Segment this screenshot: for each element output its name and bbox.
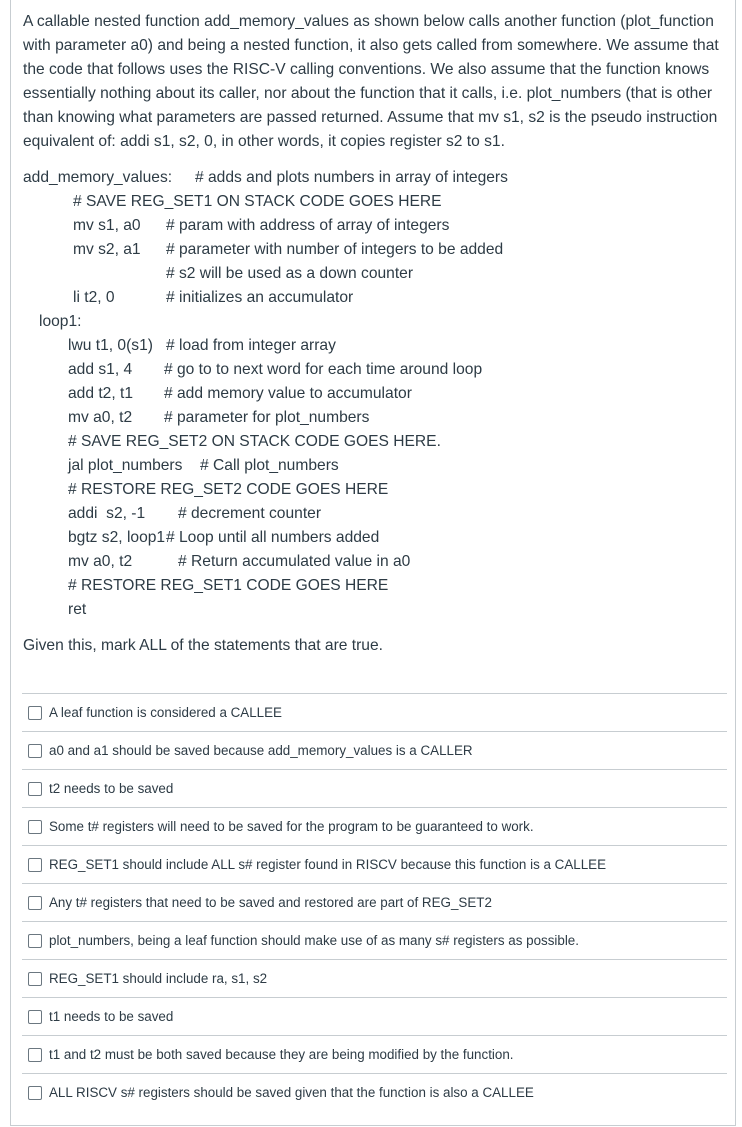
code-text: li t2, 0 bbox=[73, 289, 115, 306]
answer-option[interactable] bbox=[22, 693, 727, 731]
code-comment: # load from integer array bbox=[166, 337, 336, 354]
answer-label: Some t# registers will need to be saved for the program to be guaranteed to work. bbox=[49, 819, 534, 834]
answer-option[interactable] bbox=[22, 883, 727, 921]
checkbox[interactable] bbox=[28, 934, 42, 948]
code-text: # SAVE REG_SET1 ON STACK CODE GOES HERE bbox=[73, 193, 442, 210]
answer-label: t1 needs to be saved bbox=[49, 1009, 174, 1024]
checkbox[interactable] bbox=[28, 972, 42, 986]
code-text: add s1, 4 bbox=[68, 361, 133, 378]
code-comment: # add memory value to accumulator bbox=[164, 385, 412, 402]
answer-option[interactable] bbox=[22, 959, 727, 997]
code-comment: # param with address of array of integers bbox=[166, 217, 450, 234]
checkbox[interactable] bbox=[28, 744, 42, 758]
code-label: loop1: bbox=[39, 313, 82, 330]
answer-option[interactable] bbox=[22, 1035, 727, 1073]
answer-label: REG_SET1 should include ALL s# register found in RISCV because this function is a CALLEE bbox=[49, 857, 607, 872]
code-comment: # go to to next word for each time around loop bbox=[164, 361, 483, 378]
code-text: mv s2, a1 bbox=[73, 241, 141, 258]
answer-option[interactable] bbox=[22, 921, 727, 959]
code-comment: # s2 will be used as a down counter bbox=[166, 265, 414, 282]
code-comment: # Return accumulated value in a0 bbox=[178, 553, 411, 570]
answer-label: a0 and a1 should be saved because add_memory_values is a CALLER bbox=[49, 743, 473, 758]
checkbox[interactable] bbox=[28, 896, 42, 910]
question-intro: A callable nested function add_memory_values as shown below calls another function (plot_function with parameter a0) and being a nested function, it also gets called from somewhere. We assume that the code that follows uses the RISC-V calling conventions. We also assume that the function knows essentially nothing about its caller, nor about the function that it calls, i.e. plot_numbers (that is other than knowing what parameters are passed returned. Assume that mv s1, s2 is the pseudo instruction equivalent of: addi s1, s2, 0, in other words, it copies register s2 to s1. bbox=[23, 13, 719, 150]
code-comment: # adds and plots numbers in array of integers bbox=[195, 169, 508, 186]
code-text: # SAVE REG_SET2 ON STACK CODE GOES HERE. bbox=[68, 433, 441, 450]
code-text: bgtz s2, loop1 bbox=[68, 529, 166, 546]
code-comment: # Loop until all numbers added bbox=[166, 529, 380, 546]
answer-option[interactable] bbox=[22, 997, 727, 1035]
answer-option[interactable] bbox=[22, 731, 727, 769]
answer-label: t2 needs to be saved bbox=[49, 781, 174, 796]
answer-label: ALL RISCV s# registers should be saved given that the function is also a CALLEE bbox=[49, 1085, 534, 1100]
checkbox[interactable] bbox=[28, 782, 42, 796]
code-comment: # parameter for plot_numbers bbox=[164, 409, 370, 426]
code-text: # RESTORE REG_SET2 CODE GOES HERE bbox=[68, 481, 389, 498]
answer-option[interactable] bbox=[22, 845, 727, 883]
checkbox[interactable] bbox=[28, 820, 42, 834]
code-comment: # parameter with number of integers to be added bbox=[166, 241, 504, 258]
question-prompt: Given this, mark ALL of the statements that are true. bbox=[23, 637, 383, 654]
code-text: addi s2, -1 bbox=[68, 505, 146, 522]
checkbox[interactable] bbox=[28, 706, 42, 720]
checkbox[interactable] bbox=[28, 1086, 42, 1100]
code-comment: # decrement counter bbox=[178, 505, 322, 522]
code-text: lwu t1, 0(s1) bbox=[68, 337, 153, 354]
answer-option[interactable] bbox=[22, 1073, 727, 1111]
answer-label: t1 and t2 must be both saved because they are being modified by the function. bbox=[49, 1047, 514, 1062]
code-text: add t2, t1 bbox=[68, 385, 134, 402]
answer-label: plot_numbers, being a leaf function should make use of as many s# registers as possible. bbox=[49, 933, 579, 948]
code-text: ret bbox=[68, 601, 87, 618]
code-text: mv a0, t2 bbox=[68, 409, 133, 426]
checkbox[interactable] bbox=[28, 1010, 42, 1024]
answer-option[interactable] bbox=[22, 769, 727, 807]
answer-list bbox=[22, 693, 727, 1111]
answer-label: Any t# registers that need to be saved and restored are part of REG_SET2 bbox=[49, 895, 492, 910]
answer-label: REG_SET1 should include ra, s1, s2 bbox=[49, 971, 268, 986]
answer-option[interactable] bbox=[22, 807, 727, 845]
answer-label: A leaf function is considered a CALLEE bbox=[49, 705, 282, 720]
code-text: mv a0, t2 bbox=[68, 553, 133, 570]
checkbox[interactable] bbox=[28, 1048, 42, 1062]
code-text: # RESTORE REG_SET1 CODE GOES HERE bbox=[68, 577, 389, 594]
code-comment: # Call plot_numbers bbox=[200, 457, 339, 474]
code-text: add_memory_values: bbox=[23, 169, 173, 186]
code-text: mv s1, a0 bbox=[73, 217, 141, 234]
code-text: jal plot_numbers bbox=[68, 457, 183, 474]
code-comment: # initializes an accumulator bbox=[166, 289, 354, 306]
checkbox[interactable] bbox=[28, 858, 42, 872]
